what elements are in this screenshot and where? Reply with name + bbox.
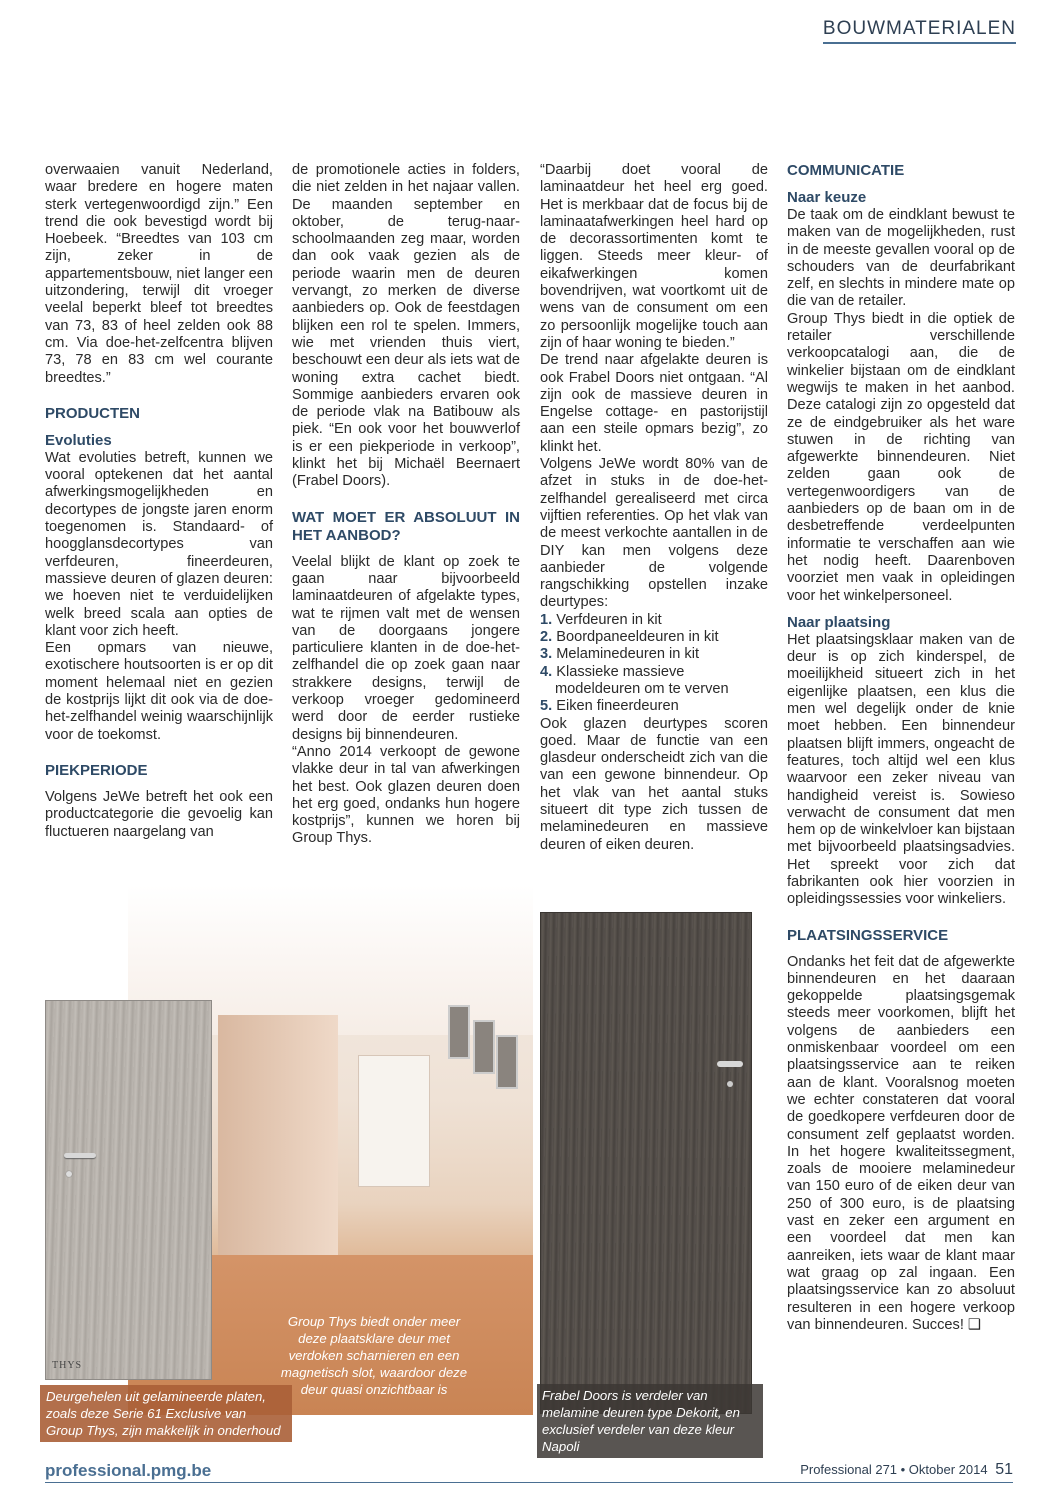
door-lock-icon: [66, 1171, 72, 1177]
footer-website[interactable]: professional.pmg.be: [45, 1461, 212, 1480]
column-1: [45, 162, 273, 841]
paragraph: De taak om de eindklant bewust te maken van de mogelijkheden, rust in de meeste gevallen vooral op de schouders van de deurfabrikant zelf, en slechts in mindere mate op die van de retailer.: [787, 207, 1015, 310]
footer-divider: [45, 1482, 1013, 1483]
paragraph: Volgens JeWe betreft het ook een productcategorie die gevoelig kan fluctueren naargelang van: [45, 788, 273, 840]
section-tag: BOUWMATERIALEN: [823, 18, 1016, 44]
list-item: 3. Melaminedeuren in kit: [540, 646, 700, 663]
light-door-photo: [45, 1000, 212, 1380]
door-type-ranking-list: [540, 612, 768, 716]
page-number: 51: [995, 1461, 1013, 1478]
column-4: [787, 162, 1015, 1334]
list-item: 5. Eiken fineerdeuren: [540, 698, 679, 715]
list-item: 4. Klassieke massieve modeldeuren om te verven: [540, 663, 729, 697]
list-item: 1. Verfdeuren in kit: [540, 611, 662, 628]
paragraph: overwaaien vanuit Nederland, waar bredere en hogere maten sterk vertegenwoordigd zijn.” Een trend die ook bevestigd wordt bij Hoebeek. “Breedtes van 103 cm zijn, zeker in de appartementsbouw, niet langer een uitzondering, terwijl dit vroeger veelal beperkt bleef tot breedtes van 73, 83 of heel zelden ook 88 cm. Via doe-het-zelfcentra blijven 73, 78 en 83 cm wel courante breedtes.”: [45, 162, 273, 386]
thys-logo: THYS: [52, 1360, 83, 1371]
heading-aanbod: WAT MOET ER ABSOLUUT IN HET AANBOD?: [292, 508, 520, 544]
caption-dark-door: Frabel Doors is verdeler van melamine deuren type Dekorit, en exclusief verdeler van deze kleur Napoli: [537, 1384, 763, 1458]
column-3: [540, 162, 768, 854]
paragraph: De trend naar afgelakte deuren is ook Frabel Doors niet ontgaan. “Al zijn ook de massieve deuren in Engelse cottage- en pastorijstijl aan een steile opmars bezig”, zo klinkt het.: [540, 352, 768, 455]
subheading-naar-plaatsing: Naar plaatsing: [787, 613, 891, 631]
heading-producten: PRODUCTEN: [45, 404, 141, 422]
paragraph: “Daarbij doet vooral de laminaatdeur het heel erg goed. Het is merkbaar dat de focus bij de laminaatafwerkingen heel hard op de decorassortimenten komt te liggen. Steeds meer kleur- of eikafwerkingen komen bovendrijven, wat voortkomt uit de wens van de consument om een zo persoonlijk mogelijke touch aan zijn of haar woning te bieden.”: [540, 162, 768, 351]
list-item: 2. Boordpaneeldeuren in kit: [540, 629, 719, 646]
paragraph: Ook glazen deurtypes scoren goed. Maar de functie van een glasdeur onderscheidt zich van die van een gewone binnendeur. Op het vlak van het aantal stuks situeert dit type zich tussen de melaminedeuren en massieve deuren of eiken deuren.: [540, 715, 768, 853]
subheading-naar-keuze: Naar keuze: [787, 189, 867, 206]
door-handle-icon: [64, 1153, 96, 1158]
issue-info: Professional 271 • Oktober 2014: [800, 1462, 988, 1477]
paragraph: Het plaatsingsklaar maken van de deur is op zich kinderspel, de moeilijkheid situeert zich in het eigenlijke plaatsen, een klus die men wel degelijk onder de knie moet hebben. Een binnendeur plaatsen blijft immers, ongeacht de features, toch altijd wel een klus waarvoor een zeker niveau van handigheid vereist is. Sowieso verwacht de consument dat men hem op de winkelvloer kan bijstaan met bijvoorbeeld plaatsingsadvies. Het spreekt voor zich dat fabrikanten ook hier voorzien in opleidingssessies voor winkeliers.: [787, 631, 1015, 908]
caption-light-door: Deurgehelen uit gelamineerde platen, zoals deze Serie 61 Exclusive van Group Thys, zijn makkelijk in onderhoud: [40, 1385, 292, 1442]
paragraph: de promotionele acties in folders, die niet zelden in het najaar vallen. De maanden september en oktober, de terug-naar-schoolmaanden zeg maar, worden dan ook vaak gezien als de periode waarin men de deuren vervangt, zo merken de diverse aanbieders op. Ook de feestdagen blijken een rol te spelen. Immers, wie met vrienden thuis viert, beschouwt een deur als iets wat de woning extra cachet biedt. Sommige aanbieders ervaren ook de periode vlak na Batibouw als piek. “En ook voor het bouwverlof is er een piekperiode in verkoop”, klinkt het bij Michaël Beernaert (Frabel Doors).: [292, 162, 520, 490]
paragraph: Wat evoluties betreft, kunnen we vooral optekenen dat het aantal afwerkingsmogelijkheden en decortypes de jongste jaren enorm toegenomen is. Standaard- of hoogglansdecortypes van verfdeuren, fineerdeuren, massieve deuren of glazen deuren: we hoeven niet te verduidelijken welk breed scala aan opties de klant voor zich heeft.: [45, 449, 273, 639]
paragraph: Group Thys biedt in die optiek de retailer verschillende verkoopcatalogi aan, die de winkelier bijstaan om de eindklant wegwijs te maken in het aanbod. Deze catalogi zijn zo opgesteld dat ze de eindgebruiker als het ware stuwen in de richting van afgewerkte binnendeuren. Niet zelden gaan ook de vertegenwoordigers van de aanbieders op de baan om in de desbetreffende verdeelpunten informatie te verschaffen aan wie het nodig heeft. Daarenboven voorziet men vaak in opleidingen voor het winkelpersoneel.: [787, 310, 1015, 604]
door-handle-icon: [717, 1061, 743, 1067]
heading-piekperiode: PIEKPERIODE: [45, 761, 148, 779]
heading-communicatie: COMMUNICATIE: [787, 162, 905, 179]
paragraph: Ondanks het feit dat de afgewerkte binnendeuren en het daaraan gekoppelde plaatsingsgemak steeds meer voorkomen, blijft het volgens de aanbieders een onmiskenbaar voordeel om een plaatsingsservice aan te reiken aan de klant. Vooralsnog moeten we echter constateren dat vooral de goedkopere verfdeuren door de consument zelf geplaatst worden. In het hogere kwaliteitssegment, zoals de mooiere melaminedeur van 150 euro of de eiken deur van 250 of 300 euro, is de plaatsing vast en zeker een argument en een voordeel dat men kan aanreiken, iets waar de klant maar wat graag op zal ingaan. Een plaatsingsservice kan zo absoluut resulteren in een hogere verkoop van binnendeuren. Succes! ❑: [787, 953, 1015, 1333]
paragraph: “Anno 2014 verkoopt de gewone vlakke deur in tal van afwerkingen het best. Ook glazen deuren doen het erg goed, ondanks hun hogere kostprijs”, kunnen we horen bij Group Thys.: [292, 743, 520, 847]
caption-hallway: Group Thys biedt onder meer deze plaatsklare deur met verdoken scharnieren en een magnetisch slot, waardoor deze deur quasi onzichtbaar is: [280, 1314, 468, 1397]
subheading-evoluties: Evoluties: [45, 431, 112, 449]
dark-door-photo: [540, 912, 752, 1414]
paragraph: Volgens JeWe wordt 80% van de afzet in stuks in de doe-het-zelfhandel gerealiseerd met circa vijftien referenties. Op het vlak van de meest verkochte aantallen in de DIY kan men volgens deze aanbieder de volgende rangschikking opstellen inzake deurtypes:: [540, 456, 768, 611]
column-2: [292, 162, 520, 848]
paragraph: Een opmars van nieuwe, exotischere houtsoorten is er op dit moment helemaal niet en gezien de kostprijs lijkt dit ook via de doe-het-zelfhandel weinig waarschijnlijk voor de toekomst.: [45, 640, 273, 743]
heading-plaatsingsservice: PLAATSINGSSERVICE: [787, 926, 949, 944]
paragraph: Veelal blijkt de klant op zoek te gaan naar bijvoorbeeld laminaatdeuren of afgelakte types, wat te rijmen valt met de wensen van de doorgaans jongere particuliere klanten in de doe-het-zelfhandel die op zoek gaan naar strakkere designs, terwijl de verkoop vroeger gedomineerd werd door de eerder rustieke designs bij binnendeuren.: [292, 553, 520, 743]
door-lock-icon: [727, 1081, 733, 1087]
footer-issue: [800, 1461, 1013, 1479]
